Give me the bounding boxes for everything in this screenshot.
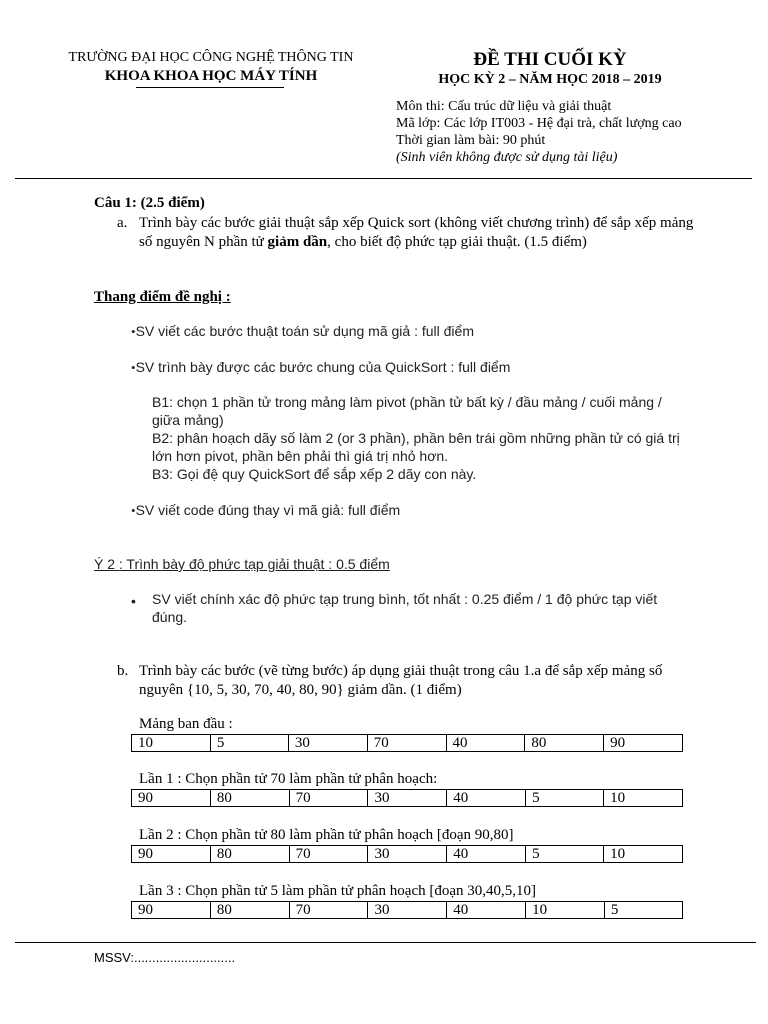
array-caption-pass-1: Lần 1 : Chọn phần tử 70 làm phần tử phân hoạch:	[139, 771, 438, 787]
array-cell: 80	[525, 735, 604, 752]
bullet-dot-icon: •	[131, 503, 136, 518]
array-cell: 90	[132, 790, 211, 807]
part-a-text	[139, 214, 699, 252]
duration-line: Thời gian làm bài: 90 phút	[396, 133, 546, 148]
semester-line: HỌC KỲ 2 – NĂM HỌC 2018 – 2019	[438, 72, 662, 87]
item-2-heading: Ý 2 : Trình bày độ phức tạp giải thuật : 0.5 điểm	[94, 556, 390, 572]
class-code-line: Mã lớp: Các lớp IT003 - Hệ đại trà, chất lượng cao	[396, 116, 682, 131]
array-cell: 70	[289, 790, 368, 807]
array-cell: 5	[210, 735, 288, 752]
subject-line: Môn thi: Cấu trúc dữ liệu và giải thuật	[396, 99, 612, 114]
university-name: TRƯỜNG ĐẠI HỌC CÔNG NGHỆ THÔNG TIN	[68, 50, 354, 65]
array-table-pass-2	[131, 845, 683, 863]
array-cell: 40	[446, 735, 525, 752]
array-caption-pass-2: Lần 2 : Chọn phần tử 80 làm phần tử phân hoạch [đoạn 90,80]	[139, 827, 514, 843]
rubric-bullet-1-text: SV viết các bước thuật toán sử dụng mã giả : full điểm	[135, 323, 474, 339]
array-cell: 40	[447, 846, 526, 863]
array-table-initial	[131, 734, 683, 752]
header-divider	[15, 178, 752, 179]
faculty-underline	[136, 87, 284, 88]
bullet-dot-icon: •	[131, 593, 136, 609]
rubric-bullet-3	[131, 501, 400, 520]
array-cell: 70	[289, 902, 368, 919]
array-cell: 30	[368, 846, 447, 863]
part-a-label: a.	[117, 215, 128, 231]
array-cell: 30	[288, 735, 367, 752]
array-cell: 90	[132, 846, 211, 863]
array-cell: 30	[368, 790, 447, 807]
array-cell: 10	[526, 902, 605, 919]
array-table-pass-3	[131, 901, 683, 919]
rubric-bullet-2-text: SV trình bày được các bước chung của QuickSort : full điểm	[135, 359, 511, 375]
quicksort-steps	[152, 393, 692, 483]
exam-title: ĐỀ THI CUỐI KỲ	[473, 49, 627, 70]
array-cell: 10	[604, 846, 683, 863]
array-cell: 30	[368, 902, 447, 919]
footer-divider	[15, 942, 756, 943]
part-b-label: b.	[117, 663, 129, 679]
part-b-text: Trình bày các bước (vẽ từng bước) áp dụng giải thuật trong câu 1.a để sắp xếp mảng số nguyên {10, 5, 30, 70, 40, 80, 90} giảm dần. (1 điểm)	[139, 663, 663, 698]
step-3: B3: Gọi đệ quy QuickSort để sắp xếp 2 dãy con này.	[152, 466, 477, 482]
array-cell: 70	[367, 735, 446, 752]
array-cell: 80	[210, 790, 289, 807]
array-cell: 40	[447, 902, 526, 919]
bullet-dot-icon: •	[131, 360, 136, 375]
array-cell: 5	[526, 846, 604, 863]
array-caption-pass-3: Lần 3 : Chọn phần tử 5 làm phần tử phân hoạch [đoạn 30,40,5,10]	[139, 883, 537, 899]
array-cell: 80	[210, 846, 289, 863]
array-cell: 5	[604, 902, 682, 919]
part-a-text-bold: giảm dần	[267, 234, 328, 250]
array-cell: 10	[604, 790, 683, 807]
array-cell: 70	[289, 846, 368, 863]
rubric-bullet-1	[131, 322, 474, 341]
student-id-field: MSSV:............................	[94, 950, 236, 965]
question-1-title: Câu 1: (2.5 điểm)	[94, 195, 205, 211]
part-a-text-end: , cho biết độ phức tạp giải thuật. (1.5 điểm)	[327, 234, 587, 250]
array-caption-initial: Mảng ban đầu :	[139, 716, 233, 732]
array-cell: 40	[447, 790, 526, 807]
array-cell: 90	[132, 902, 211, 919]
rubric-bullet-3-text: SV viết code đúng thay vì mã giả: full điểm	[135, 502, 401, 518]
array-cell: 90	[604, 735, 683, 752]
array-cell: 5	[526, 790, 604, 807]
materials-note: (Sinh viên không được sử dụng tài liệu)	[396, 150, 618, 165]
faculty-name: KHOA KHOA HỌC MÁY TÍNH	[104, 68, 318, 84]
array-table-pass-1	[131, 789, 683, 807]
rubric-heading: Thang điểm đề nghị :	[94, 289, 231, 305]
step-1: B1: chọn 1 phần tử trong mảng làm pivot (phần tử bất kỳ / đầu mảng / cuối mảng / giữa mảng)	[152, 394, 662, 428]
part-a-text-start: Trình bày các bước giải thuật sắp xếp Quick sort (không viết chương trình) để sắp xếp mảng số nguyên N phần tử	[139, 215, 694, 250]
rubric-bullet-2	[131, 358, 510, 377]
array-cell: 80	[210, 902, 289, 919]
array-cell: 10	[132, 735, 211, 752]
rubric-bullet-4-text: SV viết chính xác độ phức tạp trung bình, tốt nhất : 0.25 điểm / 1 độ phức tạp viết đúng.	[152, 591, 658, 625]
step-2: B2: phân hoạch dãy số làm 2 (or 3 phần), phần bên trái gồm những phần tử có giá trị lớn hơn pivot, phần bên phải thì giá trị nhỏ hơn.	[152, 430, 680, 464]
bullet-dot-icon: •	[131, 324, 136, 339]
